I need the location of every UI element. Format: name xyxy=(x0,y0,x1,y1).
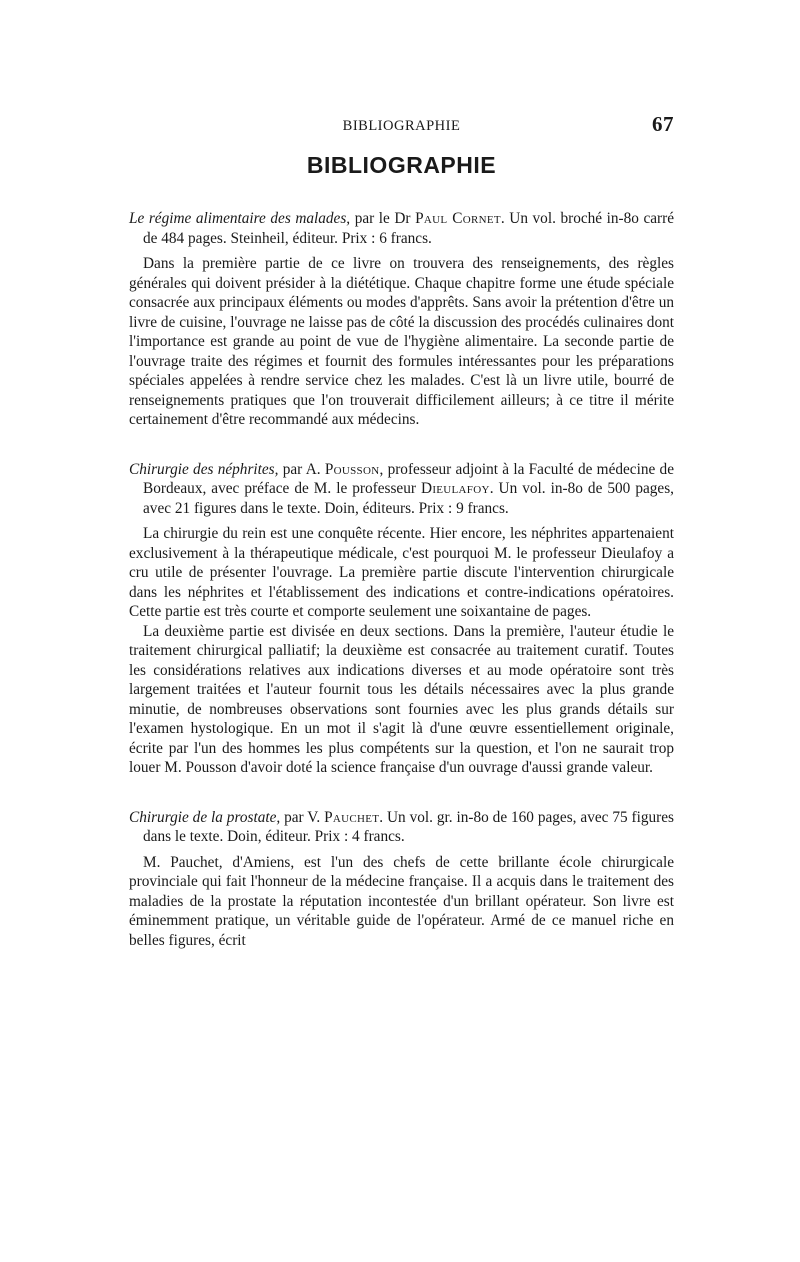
page-number: 67 xyxy=(652,112,674,136)
citation xyxy=(129,460,674,519)
citation-text: par le Dr xyxy=(350,210,416,227)
citation-text: par A. xyxy=(278,460,325,478)
bibliography-entry xyxy=(129,209,674,430)
author-name: Pousson xyxy=(324,460,380,478)
citation-text: , professeur adjoint à la Faculté de médecine de Bordeaux, avec préface de M. le professeur xyxy=(143,460,674,497)
book-title: Chirurgie des néphrites, xyxy=(129,460,279,478)
citation xyxy=(129,209,674,248)
section-title: BIBLIOGRAPHIE xyxy=(306,152,497,178)
running-title: BIBLIOGRAPHIE xyxy=(342,118,461,134)
book-title: Le régime alimentaire des malades, xyxy=(129,210,351,227)
author-name: Paul Cornet xyxy=(415,210,501,227)
citation-text: . Un vol. gr. in-8o de 160 pages, avec 75 figures dans le texte. Doin, éditeur. Prix : 4 francs. xyxy=(143,808,674,845)
preface-author: Dieulafoy xyxy=(420,480,490,497)
running-header xyxy=(129,112,674,138)
citation-text: par V. xyxy=(280,808,325,826)
bibliography-entry xyxy=(129,460,674,778)
citation xyxy=(129,808,674,847)
review-paragraph: Dans la première partie de ce livre on trouvera des renseignements, des règles générales qui doivent présider à la diététique. Chaque chapitre forme une étude spéciale consacrée aux principaux éléments ou modes d'apprêts. Sans avoir la prétention d'être un livre de cuisine, l'ouvrage ne laisse pas de côté la discussion des procédés culinaires dont l'importance est grande au point de vue de l'hygiène alimentaire. La seconde partie de l'ouvrage traite des régimes et fournit des formules intéressantes pour les préparations spéciales appelées à rendre service chez les malades. C'est là un livre utile, bourré de renseignements pratiques que l'on trouverait difficilement ailleurs; à ce titre il mérite certainement d'être recommandé aux médecins. xyxy=(129,255,674,428)
review-paragraph: La chirurgie du rein est une conquête récente. Hier encore, les néphrites appartenaient exclusivement à la thérapeutique médicale, c'est pourquoi M. le professeur Dieulafoy a cru utile de présenter l'ouvrage. La première partie discute l'intervention chirurgicale dans les néphrites et l'établissement des indications et contre-indications opératoires. Cette partie est très courte et comporte seulement une soixantaine de pages. xyxy=(129,525,674,620)
review-paragraph: M. Pauchet, d'Amiens, est l'un des chefs de cette brillante école chirurgicale provinciale qui fait l'honneur de la médecine française. Il a acquis dans le traitement des maladies de la prostate la réputation incontestée d'un brillant opérateur. Son livre est éminemment pratique, un véritable guide de l'opérateur. Armé de ce manuel riche en belles figures, écrit xyxy=(129,853,674,949)
review-paragraph: La deuxième partie est divisée en deux sections. Dans la première, l'auteur étudie le traitement chirurgical palliatif; la deuxième est consacrée au traitement curatif. Toutes les considérations relatives aux indications diverses et au mode opératoire sont très largement traitées et l'auteur fournit tous les détails nécessaires avec la plus grande minutie, de nombreuses observations sont fournies avec les plus grands détails sur l'examen hystologique. En un mot il s'agit là d'une œuvre essentiellement originale, écrite par l'un des hommes les plus compétents sur la question, et l'on ne saurait trop louer M. Pousson d'avoir doté la science française d'un ouvrage d'aussi grande valeur. xyxy=(129,622,674,776)
citation-text: . Un vol. in-8o de 500 pages, avec 21 figures dans le texte. Doin, éditeurs. Prix : 9 francs. xyxy=(143,480,674,517)
citation-text: . Un vol. broché in-8o carré de 484 pages. Steinheil, éditeur. Prix : 6 francs. xyxy=(143,210,675,247)
author-name: Pauchet xyxy=(324,808,380,826)
book-title: Chirurgie de la prostate, xyxy=(129,808,281,826)
book-page xyxy=(129,112,674,980)
bibliography-entry xyxy=(129,808,674,951)
